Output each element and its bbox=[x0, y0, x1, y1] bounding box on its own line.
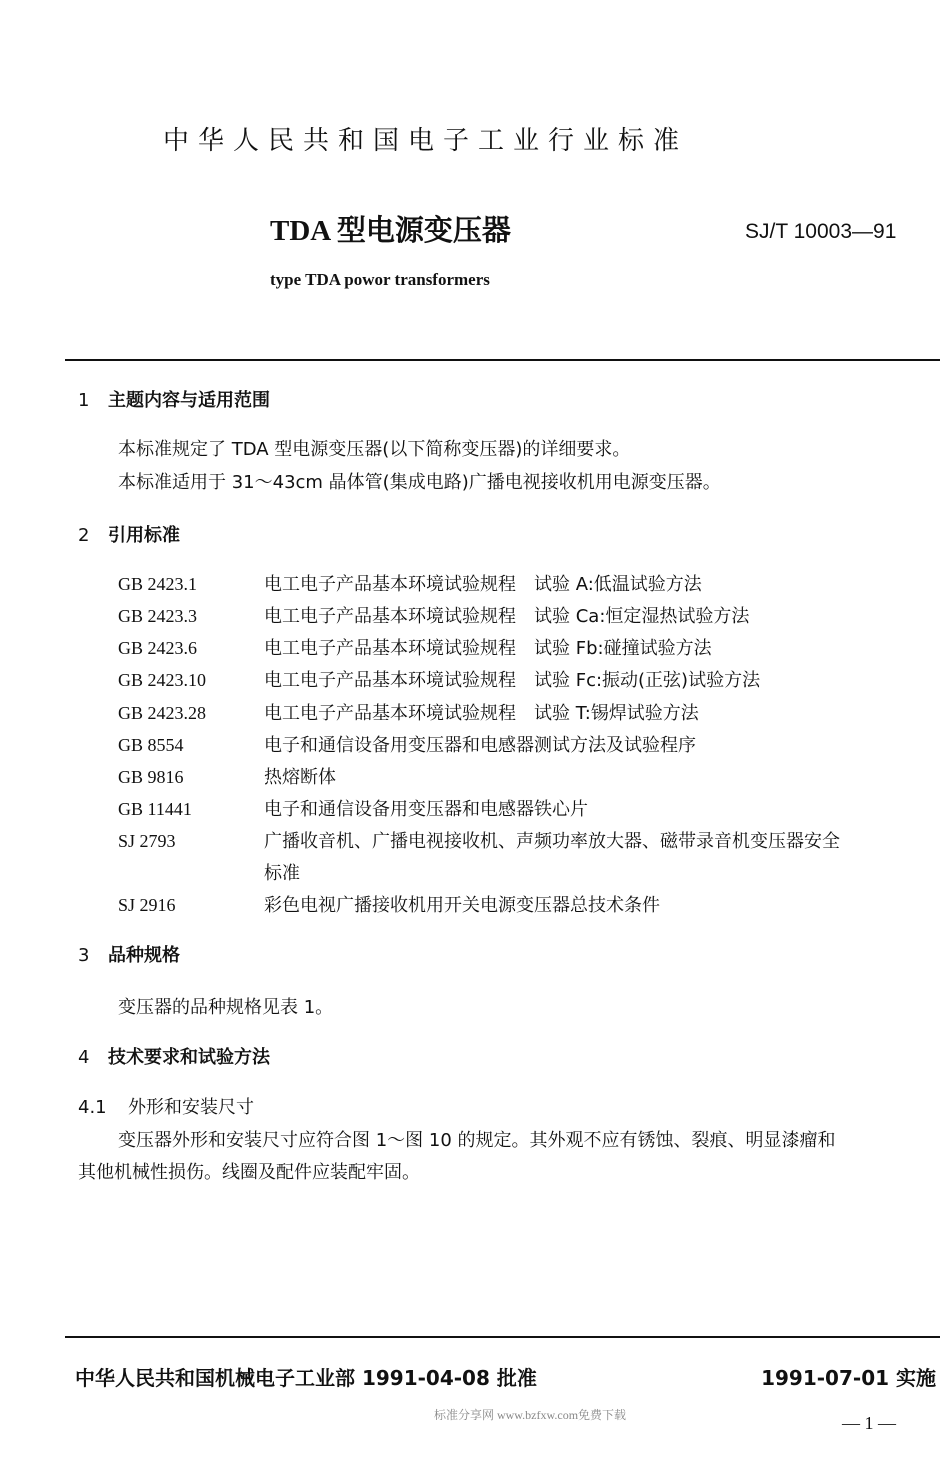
reference-row bbox=[118, 570, 702, 596]
reference-title: 电工电子产品基本环境试验规程 试验 Fb:碰撞试验方法 bbox=[264, 638, 712, 659]
english-subtitle: type TDA powor transformers bbox=[270, 270, 490, 289]
reference-row bbox=[118, 795, 588, 821]
top-divider bbox=[65, 359, 940, 361]
paragraph: 变压器的品种规格见表 1。 bbox=[118, 997, 334, 1018]
reference-title: 电子和通信设备用变压器和电感器铁心片 bbox=[264, 799, 588, 820]
section-title: 外形和安装尺寸 bbox=[128, 1097, 254, 1118]
reference-row bbox=[118, 731, 696, 757]
reference-row bbox=[118, 891, 660, 917]
page-number: — 1 — bbox=[842, 1413, 896, 1433]
standard-series-header: 中华人民共和国电子工业行业标准 bbox=[163, 126, 689, 156]
section-3-heading bbox=[78, 941, 180, 967]
section-number: 4 bbox=[78, 1047, 90, 1068]
section-title: 品种规格 bbox=[108, 945, 180, 966]
bottom-divider bbox=[65, 1336, 940, 1338]
reference-row bbox=[118, 634, 712, 660]
reference-title: 电子和通信设备用变压器和电感器测试方法及试验程序 bbox=[264, 735, 696, 756]
reference-title: 标准 bbox=[264, 863, 300, 884]
section-1-heading bbox=[78, 386, 270, 412]
section-title: 技术要求和试验方法 bbox=[108, 1047, 270, 1068]
reference-title: 广播收音机、广播电视接收机、声频功率放大器、磁带录音机变压器安全 bbox=[264, 831, 840, 852]
paragraph: 其他机械性损伤。线圈及配件应装配牢固。 bbox=[78, 1162, 420, 1183]
reference-code: GB 2423.10 bbox=[118, 670, 207, 690]
reference-code: GB 2423.1 bbox=[118, 574, 198, 594]
section-title: 主题内容与适用范围 bbox=[108, 390, 270, 411]
reference-code: GB 9816 bbox=[118, 767, 184, 787]
paragraph: 变压器外形和安装尺寸应符合图 1～图 10 的规定。其外观不应有锈蚀、裂痕、明显漆瘤和 bbox=[118, 1130, 836, 1151]
effective-date: 1991-07-01 实施 bbox=[761, 1366, 936, 1390]
reference-row-continuation bbox=[118, 859, 300, 885]
reference-code: GB 8554 bbox=[118, 735, 184, 755]
approval-line: 中华人民共和国机械电子工业部 1991-04-08 批准 bbox=[75, 1366, 537, 1390]
paragraph: 本标准适用于 31～43cm 晶体管(集成电路)广播电视接收机用电源变压器。 bbox=[118, 472, 721, 493]
reference-title: 电工电子产品基本环境试验规程 试验 T:锡焊试验方法 bbox=[264, 703, 699, 724]
reference-row bbox=[118, 763, 336, 789]
reference-title: 电工电子产品基本环境试验规程 试验 Ca:恒定湿热试验方法 bbox=[264, 606, 750, 627]
section-number: 4.1 bbox=[78, 1097, 107, 1118]
standard-code: SJ/T 10003—91 bbox=[745, 220, 897, 243]
reference-title: 彩色电视广播接收机用开关电源变压器总技术条件 bbox=[264, 895, 660, 916]
reference-row bbox=[118, 827, 840, 853]
reference-code: GB 11441 bbox=[118, 799, 192, 819]
section-title: 引用标准 bbox=[108, 525, 180, 546]
section-4-heading bbox=[78, 1043, 270, 1069]
reference-title: 热熔断体 bbox=[264, 767, 336, 788]
reference-row bbox=[118, 699, 699, 725]
reference-title: 电工电子产品基本环境试验规程 试验 A:低温试验方法 bbox=[264, 574, 702, 595]
reference-code: SJ 2916 bbox=[118, 895, 176, 915]
subsection-4-1-heading bbox=[78, 1093, 254, 1119]
watermark: 标准分享网 www.bzfxw.com免费下载 bbox=[433, 1408, 627, 1422]
section-number: 3 bbox=[78, 945, 90, 966]
document-title: TDA 型电源变压器 bbox=[270, 215, 511, 247]
reference-row bbox=[118, 666, 760, 692]
reference-code: SJ 2793 bbox=[118, 831, 176, 851]
reference-title: 电工电子产品基本环境试验规程 试验 Fc:振动(正弦)试验方法 bbox=[264, 670, 761, 691]
reference-code: GB 2423.28 bbox=[118, 703, 207, 723]
section-2-heading bbox=[78, 521, 180, 547]
paragraph: 本标准规定了 TDA 型电源变压器(以下简称变压器)的详细要求。 bbox=[118, 439, 631, 460]
reference-code: GB 2423.3 bbox=[118, 606, 198, 626]
section-number: 1 bbox=[78, 390, 90, 411]
reference-code: GB 2423.6 bbox=[118, 638, 198, 658]
reference-row bbox=[118, 602, 749, 628]
section-number: 2 bbox=[78, 525, 90, 546]
